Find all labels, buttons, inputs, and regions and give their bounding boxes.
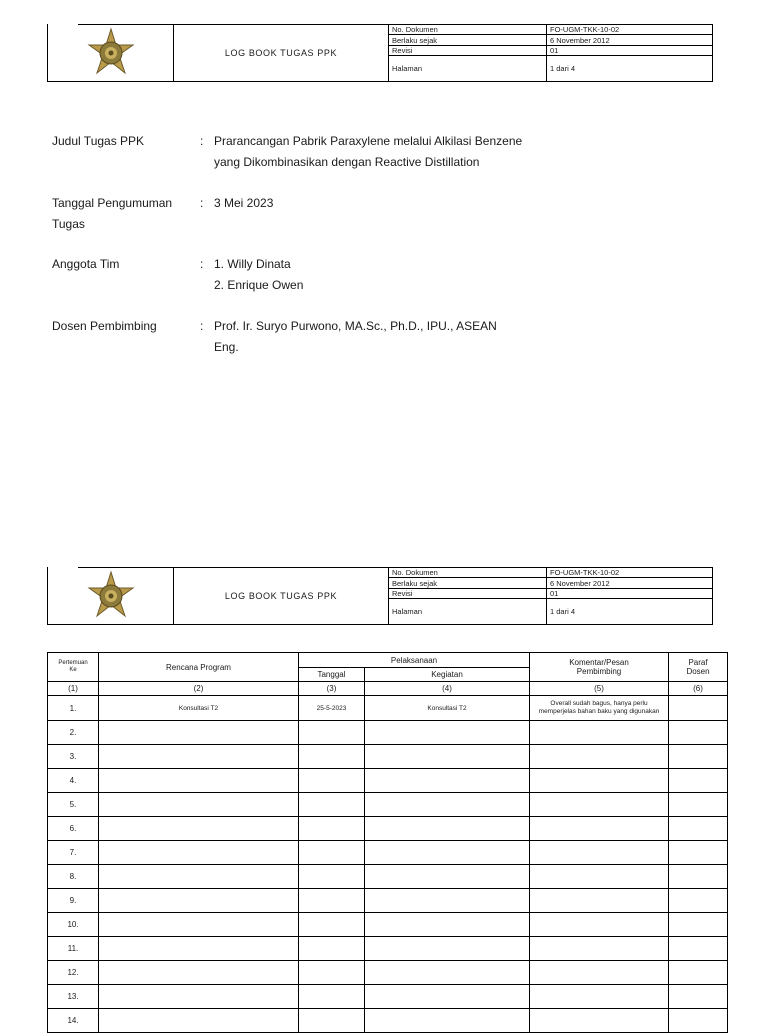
cell-tanggal bbox=[299, 769, 365, 793]
col-kegiatan: Kegiatan bbox=[365, 668, 530, 682]
meta-key: Berlaku sejak bbox=[389, 578, 547, 587]
table-row bbox=[48, 913, 728, 937]
header-title: LOG BOOK TUGAS PPK bbox=[174, 25, 389, 81]
cell-paraf bbox=[669, 745, 728, 769]
table-row bbox=[48, 889, 728, 913]
meta-key: Halaman bbox=[389, 599, 547, 624]
meta-key: No. Dokumen bbox=[389, 25, 547, 34]
cell-komentar bbox=[530, 937, 669, 961]
meta-value: FO-UGM-TKK-10-02 bbox=[550, 25, 620, 35]
cell-rencana bbox=[99, 1009, 299, 1033]
cell-rencana bbox=[99, 865, 299, 889]
cell-tanggal bbox=[299, 1009, 365, 1033]
cell-kegiatan bbox=[365, 793, 530, 817]
col-komentar-line-2: Pembimbing bbox=[576, 667, 622, 676]
meta-key: Berlaku sejak bbox=[389, 35, 547, 44]
meta-key: No. Dokumen bbox=[389, 568, 547, 577]
cell-paraf bbox=[669, 985, 728, 1009]
meta-value: 01 bbox=[550, 45, 559, 55]
cell-kegiatan bbox=[365, 769, 530, 793]
column-number: (3) bbox=[299, 682, 365, 696]
cell-kegiatan bbox=[365, 841, 530, 865]
log-table bbox=[47, 652, 728, 1033]
table-row bbox=[48, 865, 728, 889]
table-row bbox=[48, 696, 728, 721]
meta-row bbox=[389, 589, 712, 599]
cell-kegiatan bbox=[365, 817, 530, 841]
meta-row bbox=[389, 35, 712, 45]
cell-no: 11. bbox=[48, 937, 99, 961]
colon: : bbox=[200, 257, 204, 271]
table-row bbox=[48, 937, 728, 961]
header-meta bbox=[389, 568, 712, 624]
cell-rencana bbox=[99, 913, 299, 937]
cell-tanggal bbox=[299, 745, 365, 769]
tanggal-label-line-1: Tanggal Pengumuman bbox=[52, 196, 173, 210]
cell-komentar bbox=[530, 769, 669, 793]
logo-cell bbox=[48, 25, 174, 81]
ugm-emblem-icon bbox=[85, 27, 137, 79]
table-row bbox=[48, 985, 728, 1009]
table-row bbox=[48, 1009, 728, 1033]
meta-key: Halaman bbox=[389, 56, 547, 81]
judul-label: Judul Tugas PPK bbox=[52, 134, 145, 148]
cell-rencana bbox=[99, 937, 299, 961]
meta-key: Revisi bbox=[389, 46, 547, 55]
cell-tanggal bbox=[299, 985, 365, 1009]
cell-komentar bbox=[530, 841, 669, 865]
table-row bbox=[48, 769, 728, 793]
cell-paraf bbox=[669, 721, 728, 745]
table-row bbox=[48, 793, 728, 817]
col-komentar bbox=[530, 653, 669, 682]
cell-no: 4. bbox=[48, 769, 99, 793]
header-title: LOG BOOK TUGAS PPK bbox=[174, 568, 389, 624]
cell-no: 6. bbox=[48, 817, 99, 841]
tanggal-value: 3 Mei 2023 bbox=[214, 196, 274, 210]
tanggal-label-line-2: Tugas bbox=[52, 217, 85, 231]
cell-kegiatan bbox=[365, 961, 530, 985]
cell-kegiatan bbox=[365, 721, 530, 745]
colon: : bbox=[200, 134, 204, 148]
logo-cell bbox=[48, 568, 174, 624]
cell-tanggal bbox=[299, 817, 365, 841]
cell-paraf bbox=[669, 817, 728, 841]
cell-komentar bbox=[530, 1009, 669, 1033]
cell-kegiatan bbox=[365, 985, 530, 1009]
judul-line-1: Prarancangan Pabrik Paraxylene melalui Alkilasi Benzene bbox=[214, 134, 523, 148]
colon: : bbox=[200, 319, 204, 333]
anggota-label: Anggota Tim bbox=[52, 257, 120, 271]
meta-row bbox=[389, 56, 712, 81]
cell-komentar bbox=[530, 889, 669, 913]
meta-value: 6 November 2012 bbox=[550, 35, 610, 45]
header-meta bbox=[389, 25, 712, 81]
tanggal-label bbox=[52, 193, 192, 235]
cell-rencana bbox=[99, 817, 299, 841]
cell-no: 9. bbox=[48, 889, 99, 913]
meta-value: 6 November 2012 bbox=[550, 578, 610, 588]
table-row bbox=[48, 841, 728, 865]
cell-no: 3. bbox=[48, 745, 99, 769]
col-pertemuan-line-2: Ke bbox=[69, 667, 77, 673]
cell-no: 8. bbox=[48, 865, 99, 889]
cell-no: 13. bbox=[48, 985, 99, 1009]
dosen-line-1: Prof. Ir. Suryo Purwono, MA.Sc., Ph.D., IPU., ASEAN bbox=[214, 319, 497, 333]
cell-no: 2. bbox=[48, 721, 99, 745]
cell-kegiatan bbox=[365, 1009, 530, 1033]
cell-rencana bbox=[99, 721, 299, 745]
table-row bbox=[48, 817, 728, 841]
document-header bbox=[47, 24, 713, 82]
meta-row bbox=[389, 599, 712, 624]
cell-rencana bbox=[99, 841, 299, 865]
dosen-value bbox=[214, 316, 534, 358]
col-pertemuan bbox=[48, 653, 99, 682]
cell-tanggal bbox=[299, 961, 365, 985]
cell-komentar bbox=[530, 913, 669, 937]
col-pertemuan-line-1: Pertemuan bbox=[58, 660, 88, 666]
meta-row bbox=[389, 578, 712, 588]
cell-tanggal bbox=[299, 865, 365, 889]
meta-row bbox=[389, 25, 712, 35]
cell-rencana: Konsultasi T2 bbox=[99, 696, 299, 721]
cell-tanggal bbox=[299, 841, 365, 865]
cell-paraf bbox=[669, 865, 728, 889]
judul-value bbox=[214, 131, 534, 173]
colon: : bbox=[200, 196, 204, 210]
meta-value: 1 dari 4 bbox=[550, 606, 576, 616]
table-header-row bbox=[48, 653, 728, 668]
cell-komentar bbox=[530, 985, 669, 1009]
table-row bbox=[48, 745, 728, 769]
column-number-row bbox=[48, 682, 728, 696]
table-row bbox=[48, 721, 728, 745]
cell-tanggal bbox=[299, 721, 365, 745]
cell-kegiatan: Konsultasi T2 bbox=[365, 696, 530, 721]
judul-line-2: yang Dikombinasikan dengan Reactive Distillation bbox=[214, 155, 480, 169]
cell-komentar bbox=[530, 961, 669, 985]
col-paraf-line-1: Paraf bbox=[688, 658, 708, 667]
cell-rencana bbox=[99, 985, 299, 1009]
cell-kegiatan bbox=[365, 865, 530, 889]
cell-paraf bbox=[669, 841, 728, 865]
cell-paraf bbox=[669, 793, 728, 817]
column-number: (4) bbox=[365, 682, 530, 696]
cell-rencana bbox=[99, 793, 299, 817]
cell-komentar bbox=[530, 745, 669, 769]
cell-komentar bbox=[530, 817, 669, 841]
dosen-label: Dosen Pembimbing bbox=[52, 319, 157, 333]
meta-row bbox=[389, 46, 712, 56]
cell-paraf bbox=[669, 937, 728, 961]
col-komentar-line-1: Komentar/Pesan bbox=[569, 658, 629, 667]
cell-kegiatan bbox=[365, 745, 530, 769]
column-number: (2) bbox=[99, 682, 299, 696]
cell-no: 10. bbox=[48, 913, 99, 937]
meta-value: FO-UGM-TKK-10-02 bbox=[550, 568, 620, 578]
meta-key: Revisi bbox=[389, 589, 547, 598]
cell-paraf bbox=[669, 769, 728, 793]
meta-value: 1 dari 4 bbox=[550, 63, 576, 73]
table-row bbox=[48, 961, 728, 985]
cell-paraf bbox=[669, 1009, 728, 1033]
anggota-member: 2. Enrique Owen bbox=[214, 278, 304, 292]
col-rencana: Rencana Program bbox=[99, 653, 299, 682]
cell-no: 12. bbox=[48, 961, 99, 985]
cell-kegiatan bbox=[365, 889, 530, 913]
cell-tanggal bbox=[299, 937, 365, 961]
dosen-line-2: Eng. bbox=[214, 340, 239, 354]
cell-rencana bbox=[99, 961, 299, 985]
cell-rencana bbox=[99, 769, 299, 793]
cell-komentar bbox=[530, 721, 669, 745]
cell-rencana bbox=[99, 745, 299, 769]
anggota-member: 1. Willy Dinata bbox=[214, 257, 291, 271]
cell-paraf bbox=[669, 889, 728, 913]
cell-no: 1. bbox=[48, 696, 99, 721]
cell-no: 7. bbox=[48, 841, 99, 865]
cell-tanggal bbox=[299, 793, 365, 817]
meta-row bbox=[389, 568, 712, 578]
cell-no: 14. bbox=[48, 1009, 99, 1033]
cell-tanggal: 25-5-2023 bbox=[299, 696, 365, 721]
cell-tanggal bbox=[299, 913, 365, 937]
cell-paraf bbox=[669, 696, 728, 721]
cell-komentar: Overall sudah bagus, hanya perlu memperjelas bahan baku yang digunakan bbox=[530, 696, 669, 721]
cell-komentar bbox=[530, 793, 669, 817]
cell-komentar bbox=[530, 865, 669, 889]
cell-rencana bbox=[99, 889, 299, 913]
column-number: (5) bbox=[530, 682, 669, 696]
column-number: (1) bbox=[48, 682, 99, 696]
meta-value: 01 bbox=[550, 588, 559, 598]
col-tanggal: Tanggal bbox=[299, 668, 365, 682]
cell-no: 5. bbox=[48, 793, 99, 817]
ugm-emblem-icon bbox=[85, 570, 137, 622]
cell-kegiatan bbox=[365, 937, 530, 961]
col-pelaksanaan: Pelaksanaan bbox=[299, 653, 530, 668]
col-paraf-line-2: Dosen bbox=[686, 667, 710, 676]
col-paraf bbox=[669, 653, 728, 682]
cell-kegiatan bbox=[365, 913, 530, 937]
anggota-value bbox=[214, 254, 534, 296]
document-header bbox=[47, 567, 713, 625]
cell-paraf bbox=[669, 961, 728, 985]
column-number: (6) bbox=[669, 682, 728, 696]
cell-paraf bbox=[669, 913, 728, 937]
cell-tanggal bbox=[299, 889, 365, 913]
